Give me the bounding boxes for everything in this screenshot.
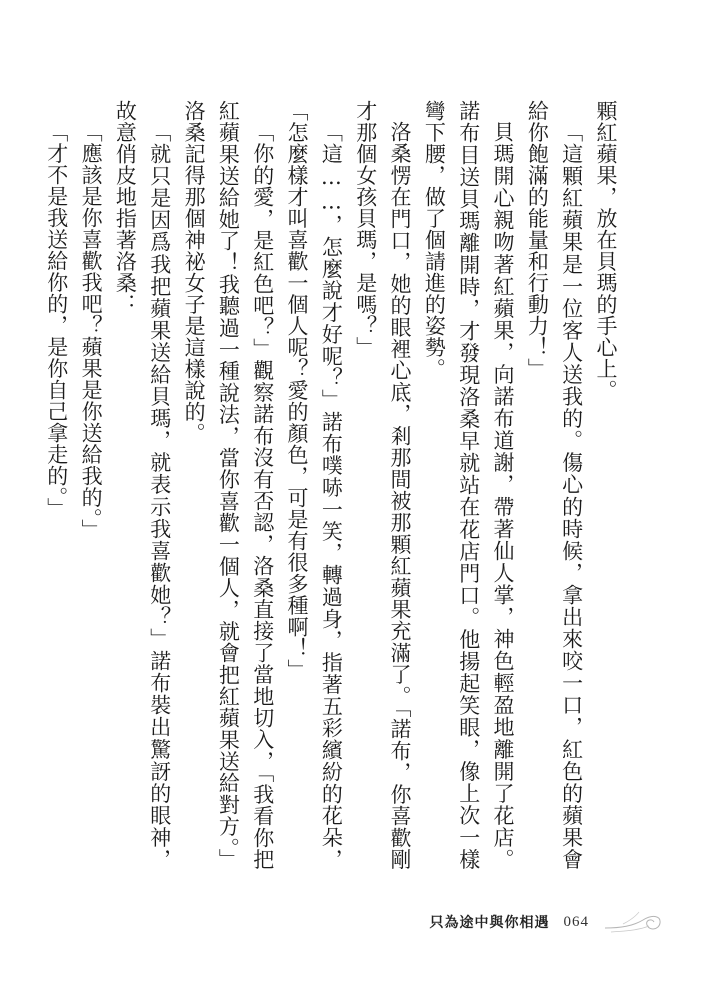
paragraph: 「你的愛，是紅色吧？」觀察諾布沒有否認，洛桑直接了當地切入，「我看你把紅蘋果送給她了！我聽過一種說法，當你喜歡一個人，就會把紅蘋果送給對方。」洛桑記得那個神祕女子是這樣說的。 <box>182 100 275 870</box>
swirl-flourish-icon <box>603 906 665 938</box>
paragraph: 貝瑪開心親吻著紅蘋果，向諾布道謝，帶著仙人掌，神色輕盈地離開了花店。諾布目送貝瑪離開時，才發現洛桑早就站在花店門口。他揚起笑眼，像上次一樣彎下腰，做了個請進的姿勢。 <box>422 100 516 870</box>
page-footer <box>430 902 666 942</box>
paragraph: 「才不是我送給你的，是你自己拿走的。」 <box>44 121 69 519</box>
paragraph: 「這顆紅蘋果是一位客人送我的。傷心的時候，拿出來咬一口，紅色的蘋果會給你飽滿的能量和行動力！」 <box>525 100 584 870</box>
paragraph: 「應該是你喜歡我吧？蘋果是你送給我的。」 <box>79 121 104 541</box>
paragraph: 「這……，怎麼說才好呢？」諾布噗哧一笑，轉過身，指著五彩繽紛的花朵，「怎麼樣才叫喜歡一個人呢？愛的顏色，可是有很多種啊！」 <box>285 100 344 870</box>
page-number: 064 <box>563 913 589 930</box>
paragraph: 洛桑愣在門口，她的眼裡心底，剎那間被那顆紅蘋果充滿了。「諾布，你喜歡剛才那個女孩貝瑪，是嗎？」 <box>353 100 413 870</box>
paragraph: 顆紅蘋果，放在貝瑪的手心上。 <box>594 100 618 401</box>
paragraph: 「就只是因爲我把蘋果送給貝瑪，就表示我喜歡她？」諾布裝出驚訝的眼神，故意俏皮地指著洛桑： <box>113 100 172 870</box>
running-title: 只為途中與你相遇 <box>429 915 550 931</box>
body-text <box>44 100 623 870</box>
